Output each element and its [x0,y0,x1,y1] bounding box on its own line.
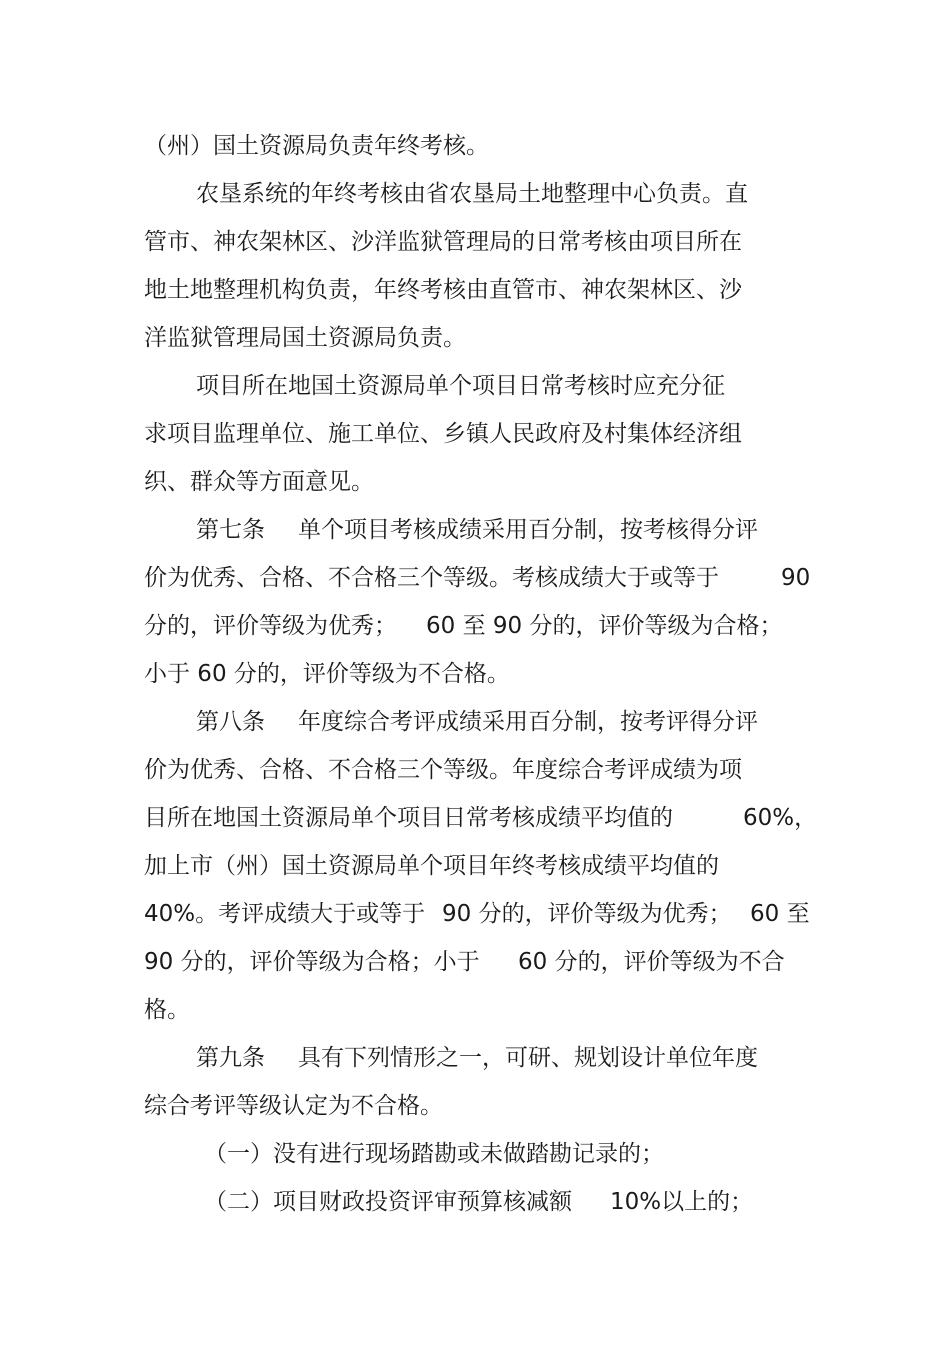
text-segment: 60 分的，评价等级为不合 [518,949,785,975]
text-segment: （州）国土资源局负责年终考核。 [144,133,489,159]
text-segment: 60 至 90 分的，评价等级为合格； [426,613,783,639]
text-segment: 价为优秀、合格、不合格三个等级。年度综合考评成绩为项 [144,757,742,783]
text-segment: 年度综合考评成绩采用百分制，按考评得分评 [298,709,758,735]
text-segment: 地土地整理机构负责，年终考核由直管市、神农架林区、沙 [144,277,742,303]
text-segment: 60 至 [750,901,810,927]
text-line [0,945,950,979]
text-segment: 管市、神农架林区、沙洋监狱管理局的日常考核由项目所在 [144,229,742,255]
text-line [0,129,950,163]
article-7-heading-line [0,513,950,547]
text-segment: 价为优秀、合格、不合格三个等级。考核成绩大于或等于 [144,565,719,591]
list-item [0,1185,950,1219]
text-segment: 40%。考评成绩大于或等于 [144,901,426,927]
text-segment: （二）项目财政投资评审预算核减额 [204,1189,572,1215]
article-9-heading-line [0,1041,950,1075]
text-line [0,849,950,883]
text-segment: 综合考评等级认定为不合格。 [144,1093,443,1119]
text-line [0,321,950,355]
text-line [0,561,950,595]
text-line [0,1089,950,1123]
text-line [0,801,950,835]
text-segment: 加上市（州）国土资源局单个项目年终考核成绩平均值的 [144,853,719,879]
text-line [0,609,950,643]
text-line [0,465,950,499]
text-line [0,417,950,451]
text-segment: 10%以上的； [610,1189,754,1215]
article-number: 第八条 [196,709,265,735]
text-line [0,657,950,691]
text-line [0,225,950,259]
list-item [0,1137,950,1171]
text-segment: 90 分的，评价等级为合格；小于 [144,949,480,975]
text-segment: 小于 60 分的，评价等级为不合格。 [144,661,510,687]
article-8-heading-line [0,705,950,739]
text-line [0,273,950,307]
paragraph-first-line [0,369,950,403]
text-segment: 织、群众等方面意见。 [144,469,374,495]
article-number: 第九条 [196,1045,265,1071]
text-segment: 分的，评价等级为优秀； [144,613,397,639]
text-segment: 格。 [144,997,190,1023]
text-segment: 90 分的，评价等级为优秀； [442,901,732,927]
number-segment: 60%， [743,805,818,831]
text-segment: 洋监狱管理局国土资源局负责。 [144,325,466,351]
text-segment: 农垦系统的年终考核由省农垦局土地整理中心负责。直 [196,181,748,207]
paragraph-first-line [0,177,950,211]
article-number: 第七条 [196,517,265,543]
text-line [0,993,950,1027]
text-segment: 求项目监理单位、施工单位、乡镇人民政府及村集体经济组 [144,421,742,447]
text-segment: 目所在地国土资源局单个项目日常考核成绩平均值的 [144,805,673,831]
text-segment: 单个项目考核成绩采用百分制，按考核得分评 [298,517,758,543]
text-segment: 具有下列情形之一，可研、规划设计单位年度 [298,1045,758,1071]
number-segment: 90 [781,565,811,591]
text-line [0,753,950,787]
text-segment: 项目所在地国土资源局单个项目日常考核时应充分征 [196,373,725,399]
text-segment: （一）没有进行现场踏勘或未做踏勘记录的； [204,1141,664,1167]
text-line [0,897,950,931]
